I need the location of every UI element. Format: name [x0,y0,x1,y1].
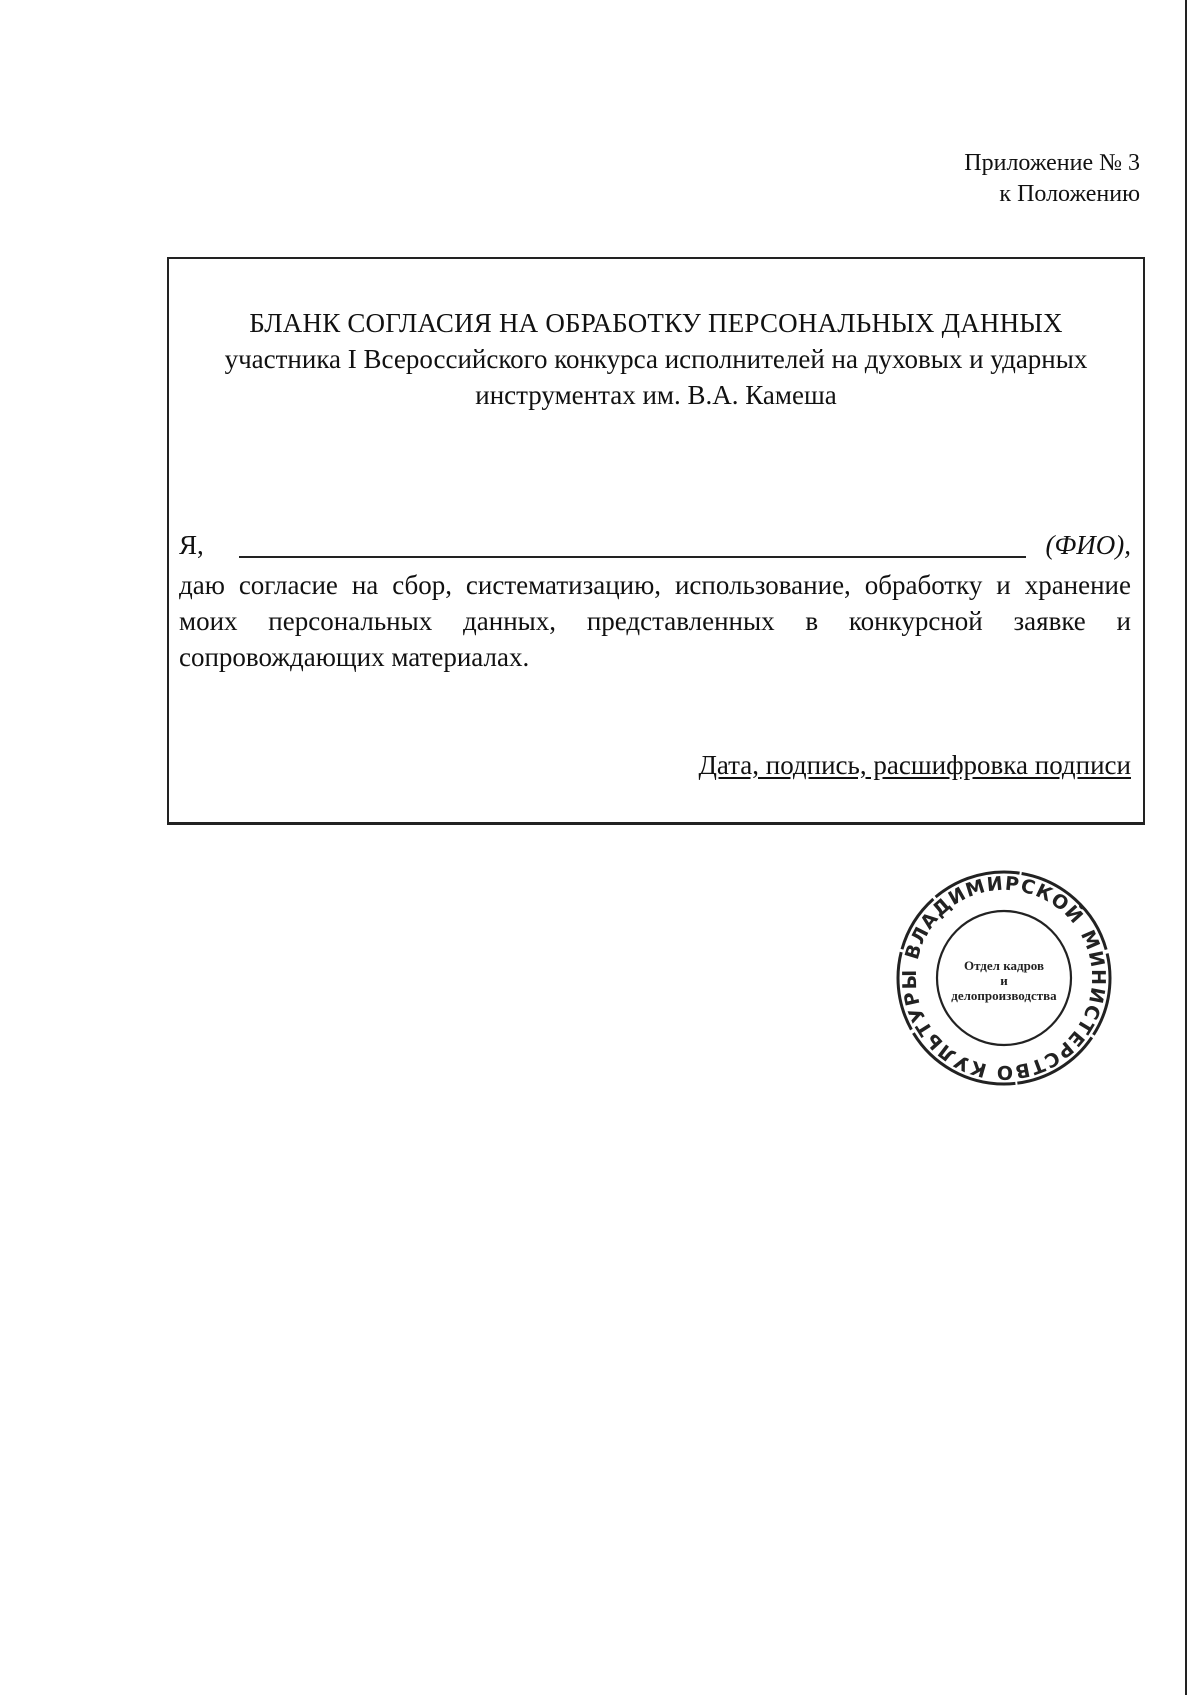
stamp-ring-textpath: МИНИСТЕРСТВО КУЛЬТУРЫ ВЛАДИМИРСКОЙ [898,872,1110,1084]
fio-prefix: Я, [179,530,204,560]
stamp-center-line3: делопроизводства [951,988,1057,1003]
consent-form-box [167,257,1145,825]
stamp-center-line2: и [1000,973,1008,988]
appendix-regulation: к Положению [999,181,1140,207]
fio-row [179,526,1131,564]
form-subtitle: участника I Всероссийского конкурса исполнителей на духовых и ударных инструментах им. В.А. Камеша [224,344,1088,410]
fio-blank-line [239,556,1026,558]
appendix-number: Приложение № 3 [964,150,1140,176]
form-title: БЛАНК СОГЛАСИЯ НА ОБРАБОТКУ ПЕРСОНАЛЬНЫХ ДАННЫХ [249,308,1063,338]
scan-edge-line [1185,0,1187,1695]
fio-label: (ФИО), [1045,530,1131,560]
appendix-reference [964,148,1140,210]
official-stamp [892,866,1116,1090]
signature-caption: Дата, подпись, расшифровка подписи [698,750,1131,780]
consent-text: даю согласие на сбор, систематизацию, использование, обработку и хранение моих персональных данных, представленных в конкурсной заявке и сопровождающих материалах. [179,570,1131,672]
stamp-center-line1: Отдел кадров [963,958,1045,973]
